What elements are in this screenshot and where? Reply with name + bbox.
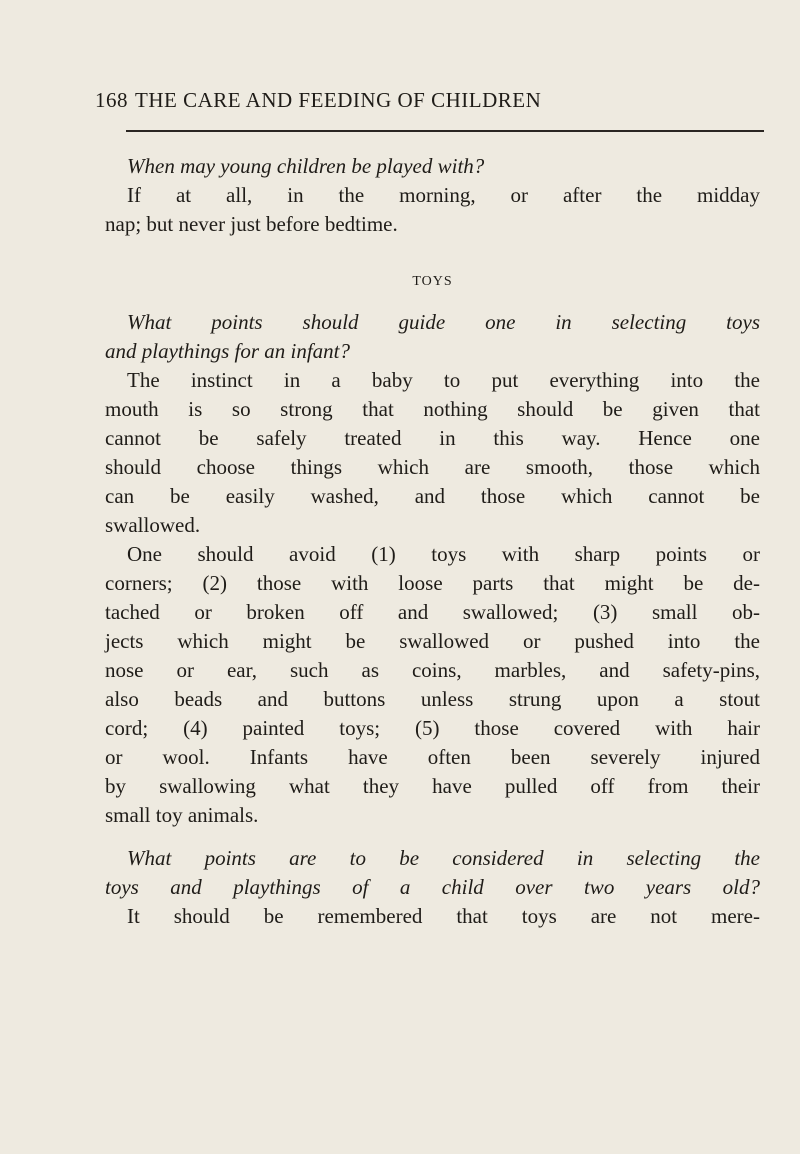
question-play: When may young children be played with? (127, 154, 485, 178)
avoid-line: tached or broken off and swallowed; (3) small ob- (105, 600, 760, 624)
spacer (105, 830, 760, 844)
answer-line: If at all, in the morning, or after the midday (127, 183, 760, 207)
answer-line: It should be remembered that toys are not mere- (127, 904, 760, 928)
avoid-line: One should avoid (1) toys with sharp points or (127, 542, 760, 566)
header-rule (126, 130, 764, 132)
answer-line: swallowed. (105, 513, 201, 537)
spacer (105, 239, 760, 267)
question-infant-toys: and playthings for an infant? (105, 339, 351, 363)
answer-line: cannot be safely treated in this way. Hence one (105, 426, 760, 450)
body-text (105, 152, 760, 931)
answer-line: should choose things which are smooth, those which (105, 455, 760, 479)
avoid-line: by swallowing what they have pulled off from their (105, 774, 760, 798)
avoid-line: cord; (4) painted toys; (5) those covered with hair (105, 716, 760, 740)
section-title-toys: TOYS (412, 274, 453, 289)
avoid-line: corners; (2) those with loose parts that might be de- (105, 571, 760, 595)
question-infant-toys: What points should guide one in selecting toys (127, 310, 760, 334)
question-older-child-toys: toys and playthings of a child over two years old? (105, 875, 760, 899)
avoid-line: small toy animals. (105, 803, 259, 827)
page-number: 168 (95, 88, 128, 112)
avoid-line: jects which might be swallowed or pushed into the (105, 629, 760, 653)
answer-line: mouth is so strong that nothing should be given that (105, 397, 760, 421)
question-older-child-toys: What points are to be considered in selecting the (127, 846, 760, 870)
avoid-line: or wool. Infants have often been severely injured (105, 745, 760, 769)
spacer (105, 296, 760, 308)
answer-line: nap; but never just before bedtime. (105, 212, 398, 236)
answer-line: can be easily washed, and those which cannot be (105, 484, 760, 508)
answer-line: The instinct in a baby to put everything into the (127, 368, 760, 392)
running-head: THE CARE AND FEEDING OF CHILDREN (135, 88, 542, 112)
avoid-line: nose or ear, such as coins, marbles, and safety-pins, (105, 658, 760, 682)
avoid-line: also beads and buttons unless strung upon a stout (105, 687, 760, 711)
